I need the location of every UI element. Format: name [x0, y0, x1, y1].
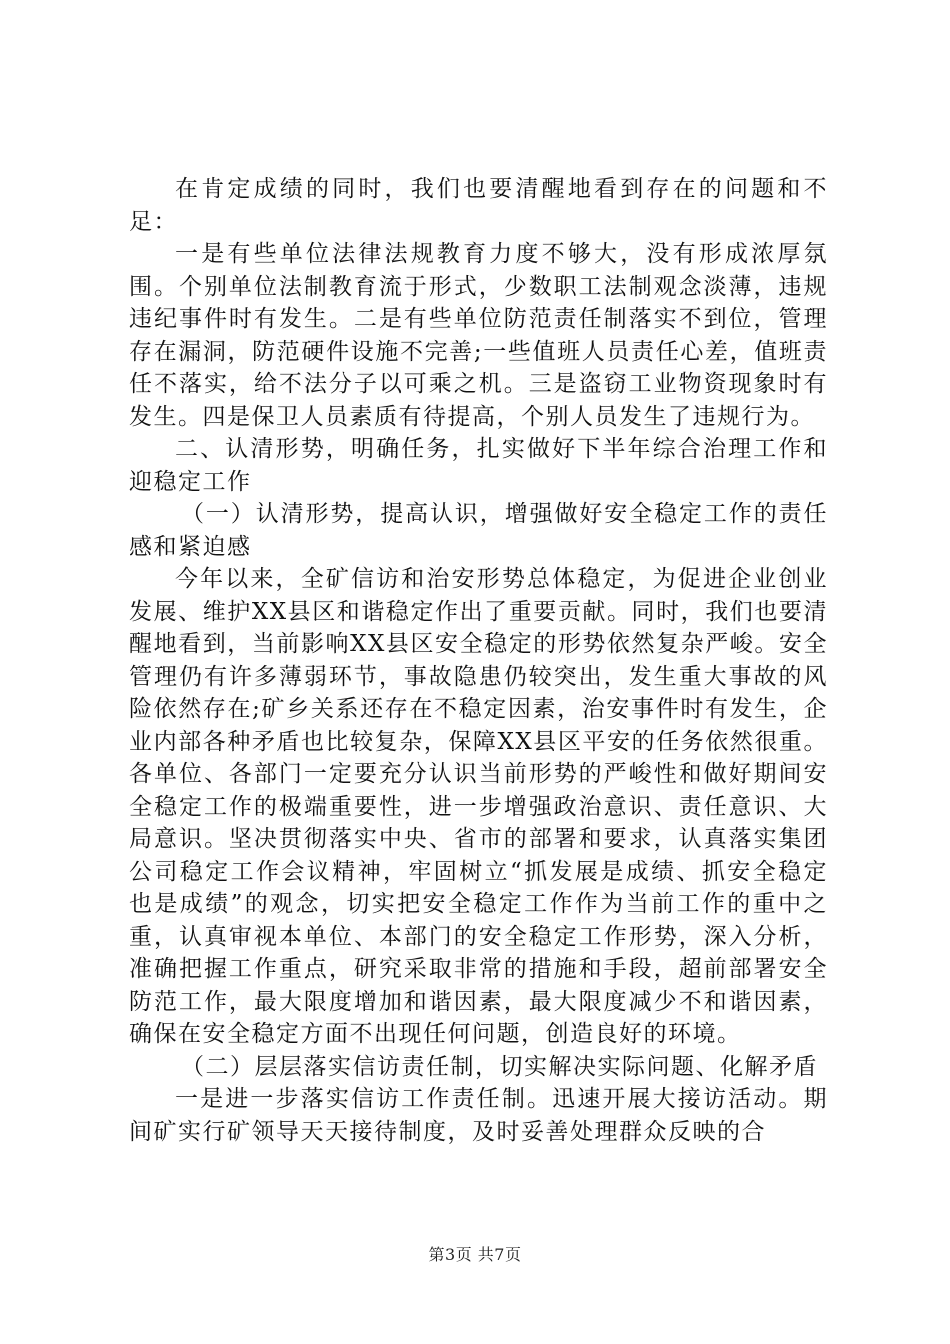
document-body — [129, 173, 828, 1148]
paragraph-situation: 今年以来，全矿信访和治安形势总体稳定，为促进企业创业发展、维护XX县区和谐稳定作出了重要贡献。同时，我们也要清醒地看到，当前影响XX县区安全稳定的形势依然复杂严峻。安全管理仍有许多薄弱环节，事故隐患仍较突出，发生重大事故的风险依然存在;矿乡关系还存在不稳定因素，治安事件时有发生，企业内部各种矛盾也比较复杂，保障XX县区平安的任务依然很重。各单位、各部门一定要充分认识当前形势的严峻性和做好期间安全稳定工作的极端重要性，进一步增强政治意识、责任意识、大局意识。坚决贯彻落实中央、省市的部署和要求，认真落实集团公司稳定工作会议精神，牢固树立“抓发展是成绩、抓安全稳定也是成绩”的观念，切实把安全稳定工作作为当前工作的重中之重，认真审视本单位、本部门的安全稳定工作形势，深入分析，准确把握工作重点，研究采取非常的措施和手段，超前部署安全防范工作，最大限度增加和谐因素，最大限度减少不和谐因素，确保在安全稳定方面不出现任何问题，创造良好的环境。 — [129, 566, 828, 1047]
paragraph-petition-responsibility: 一是进一步落实信访工作责任制。迅速开展大接访活动。期间矿实行矿领导天天接待制度，及时妥善处理群众反映的合 — [129, 1086, 828, 1145]
section-heading-two: 二、认清形势，明确任务，扎实做好下半年综合治理工作和迎稳定工作 — [129, 436, 828, 495]
page-footer: 第3页 共7页 — [428, 1245, 522, 1264]
paragraph-problems-intro: 在肯定成绩的同时，我们也要清醒地看到存在的问题和不足： — [129, 176, 828, 235]
subsection-heading-two: （二）层层落实信访责任制，切实解决实际问题、化解矛盾 — [181, 1053, 818, 1080]
paragraph-problems-list: 一是有些单位法律法规教育力度不够大，没有形成浓厚氛围。个别单位法制教育流于形式，少数职工法制观念淡薄，违规违纪事件时有发生。二是有些单位防范责任制落实不到位，管理存在漏洞，防范硬件设施不完善;一些值班人员责任心差，值班责任不落实，给不法分子以可乘之机。三是盗窃工业物资现象时有发生。四是保卫人员素质有待提高，个别人员发生了违规行为。 — [129, 241, 828, 430]
subsection-heading-one: （一）认清形势，提高认识，增强做好安全稳定工作的责任感和紧迫感 — [129, 501, 828, 560]
